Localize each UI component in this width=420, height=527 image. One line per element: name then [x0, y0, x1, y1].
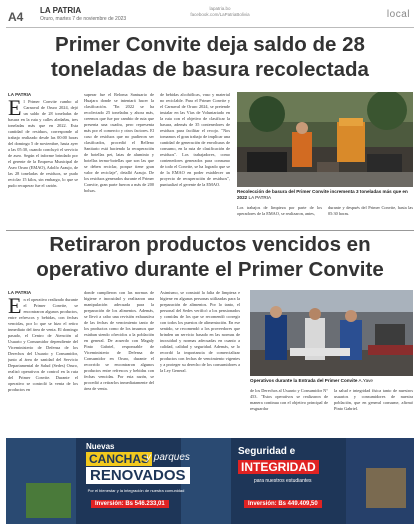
article1-photo: [237, 92, 413, 187]
ad-right-sub: para nuestros estudiantes: [254, 478, 312, 484]
article2-dropcap: E: [8, 297, 22, 318]
article2-column-3: Asimismo, se constató la falta de limpieza e higiene en algunas personas utilizadas para la preparación de alimentos. Por lo tanto, el personal del Sedes verificó a los pensionados y comidas de los que se recomendó corregir con todos los puestos de alimentación. En ese sentido, se recomendó a los proveedores que brinden un servicio basado en las normas de inocuidad y normas adecuadas en cuanto a calidad, calidad y seguridad. Además, se lo recordó la importancia de comercializar productos con fechas de vencimiento vigentes y a proteger su derecho de los consumidores a la Ley General.: [160, 290, 240, 373]
article1-column-3: de bebidas alcohólicas, vaso y material no reciclable. Para el Primer Convite y el Carnaval de Oruro 2024, se pretende instalar en las Vías de Voluntariado en la ruta con el objetivo de clasificar la basura, además de 35 contenedores de residuos para facilitar el recojo. "Nos tomamos el gran trabajo de implicar una cantidad de generación de envolturas de consumo, en la ruta de clasificación de residuos". Los trabajadores, como contenedores generados para consumo de todo el Convite, se ha logrado que se de la EMAO en poder establecer un proyecto de recuperación de residuos", puntualizó el gerente de la EMAO.: [160, 92, 230, 187]
article1-headline: Primer Convite deja saldo de 28 toneladas de basura recolectada: [51, 33, 369, 81]
article1-caption: [237, 189, 413, 201]
inspection-photo: [250, 290, 413, 376]
article1-dropcap: E: [8, 99, 22, 120]
publication-date: Oruro, martes 7 de noviembre de 2023: [40, 16, 127, 22]
article2-column-2: donde cumplieron con las normas de higiene e inocuidad y realizaron una manipulación adecuada para la preparación de los alimentos. Además, se llevó a cabo una revisión exhaustiva de las fechas de vencimiento tanto de los productos como de los insumos que estaban siendo ofrecidos a la población en general. De acuerdo con Magaly Pinto Gabriel, responsable de Viceministerio de Defensa de Consumidor en Oruro, durante el recorrido se encontraron algunos productos entre refrescos y bebidas con fechas vencidas. Por esta razón, se procedió a retirarlos inmediatamente del área de venta.: [84, 290, 154, 391]
article2-col1-text: n el operativo realizado durante el Primer Convite, se encontraron algunos productos, entre refrescos y bebidas, con fechas vencidas, por lo que se hizo el retiro inmediato del área de venta. El domingo pasado, el Centro de Atención al Usuario y Consumidor dependiente del Viceministerio de Defensa de los Derechos del Usuario y Consumidor, junto al área de sanidad del Servicio Departamental de Salud (Sedes) Oruro, realizó operativos de control en la ruta del Primer Convite. Durante el operativo se controló la venta de los productos en: [8, 297, 78, 392]
article1-byline: LA PATRIA: [8, 92, 32, 97]
article1-col1-text: l Primer Convite rumbo al Carnaval de Oruro 2024, dejó un saldo de 28 toneladas de basura en la ruta y calles aledañas, tres toneladas más que en 2022. Esta cantidad de residuos, corresponde al trabajo realizado desde las 00:00 horas del domingo 5 de noviembre, hasta ayer a las 05:30, cuando concluyó el servicio de aseo. Según el informe brindado por el gerente de la Empresa Municipal de Aseo Oruro (EMAO), Adolfo Araujo, de las 28 toneladas de residuos, se pudo reciclar 15 kilos, sin embargo, lo que se pudo recuperar fue el cartón.: [8, 99, 78, 188]
website-text: lapatria.bo: [209, 6, 231, 11]
facebook-text: facebook.com/LaPatriaBolivia: [190, 12, 250, 18]
ad-background: [6, 438, 414, 524]
header-divider: [6, 27, 414, 28]
garbage-collection-photo: [237, 92, 413, 187]
article1-caption-text: Recolección de basura del Primer Convite incrementa 3 toneladas más que en 2022: [237, 189, 408, 200]
advertisement-banner: [6, 438, 414, 524]
article2-byline: LA PATRIA: [8, 290, 32, 295]
article2-headline: Retiraron productos vencidos en operativo durante el Primer Convite: [36, 233, 384, 281]
article1-column-5: durante y después del Primer Convite, hasta las 05:30 horas.: [328, 205, 413, 216]
ad-right-top: Seguridad e: [238, 446, 296, 457]
ad-left-word2: y parques: [146, 452, 190, 463]
article2-caption-text: Operativos durante la Entrada del Primer Convite: [250, 378, 358, 383]
article2-photo: [250, 290, 413, 376]
header-center-tag: [185, 6, 255, 19]
article2-column-1: [8, 297, 78, 433]
article1-column-1: [8, 99, 78, 227]
ad-right-investment: Inversión: Bs 449.409,50: [244, 500, 322, 508]
article1-column-4: Los trabajos de limpieza por parte de los operadores de la EMAO, se realizaron, antes,: [237, 205, 322, 216]
ad-right-word: INTEGRIDAD: [238, 460, 319, 474]
page-number: A4: [8, 10, 24, 24]
article1-column-2: superar fue el Reloma Santuario de Huajara donde se intentará hacer la clasificación. "En 2022 se ha recolectado 25 toneladas y ahora más, creemos que fue por cambio de ruta que presenta una cuadra, pero representa más por el comercio y otros factores. El caso de residuos que no pudieron ser clasificados, procedió el Relleno Sanitario está haciendo la recuperación de botellas pet, latas de aluminio y botellas termo-botellas que son las que se deben reciclar, porque tiene gran valor de reciclaje", detalló Araujo. De los residuos generados durante el Primer Convite, gran parte fueron a más de 200 bolsas.: [84, 92, 154, 193]
ad-left-sub: Por el bienestar y la integración de nuestra comunidad: [87, 488, 185, 493]
section-label: local: [386, 9, 410, 20]
article2-column-4: de los Derechos al Usuario y Consumidor N° 453. "Estos operativos se realizaron de manera continua con el objetivo principal de resguardar: [250, 388, 328, 411]
ad-left-investment: Inversión: Bs 546.233,01: [91, 500, 169, 508]
ad-left-top: Nuevas: [86, 442, 115, 451]
article2-column-5: la salud e integridad física tanto de nuestros usuarios y consumidores de nuestra población, que en general consume, afirmó Pinto Gabriel.: [334, 388, 413, 411]
ad-left-word3: RENOVADOS: [86, 467, 190, 484]
article1-caption-credit: LA PATRIA: [248, 195, 272, 200]
ad-left-word1: CANCHAS: [86, 452, 152, 466]
article-divider: [6, 230, 414, 231]
newspaper-logo: LA PATRIA: [40, 6, 82, 15]
article2-caption-credit: A.Yave: [358, 378, 373, 383]
article2-caption: [250, 378, 413, 384]
